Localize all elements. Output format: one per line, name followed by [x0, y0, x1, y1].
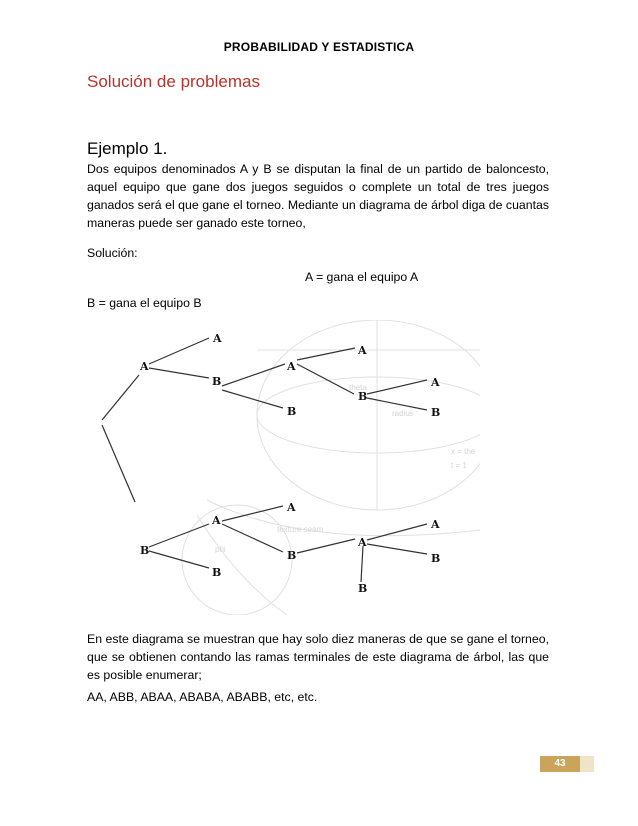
edge [367, 524, 427, 540]
tree-nodes [139, 332, 440, 595]
node-label: B [358, 390, 368, 403]
example-title: Ejemplo 1. [87, 139, 168, 158]
node-label: B [287, 549, 297, 562]
node-label: A [212, 514, 221, 527]
edge [367, 380, 427, 394]
edge [297, 364, 354, 394]
node-label: B [140, 544, 150, 557]
edge [222, 524, 283, 552]
edge [367, 544, 427, 554]
edge [361, 546, 363, 582]
conclusion-paragraph: En este diagrama se muestran que hay solo diez maneras de que se gane el torneo, que se obtienen contando las ramas terminales de este diagrama de árbol, las que es posible enumerar; [87, 632, 549, 682]
tree-edges [102, 338, 427, 582]
definition-b: B = gana el equipo B [87, 296, 202, 310]
node-label: B [431, 552, 441, 565]
problem-statement: Dos equipos denominados A y B se disputan la final de un partido de baloncesto, aquel equipo que gane dos juegos seguidos o complete un total de tres juegos ganados será el que gane el torneo. Mediante un diagrama de árbol diga de cuantas maneras puede ser ganado este torneo, [87, 162, 549, 230]
node-label: B [212, 375, 222, 388]
edge [149, 524, 209, 547]
page-header: PROBABILIDAD Y ESTADISTICA [223, 40, 415, 54]
node-label: B [212, 566, 222, 579]
edge [102, 425, 135, 502]
tree-diagram [87, 320, 480, 615]
watermark-label: x = the [451, 447, 476, 456]
node-label: B [287, 405, 297, 418]
edge [222, 364, 285, 386]
section-title: Solución de problemas [87, 72, 260, 91]
watermark-graphics [182, 320, 480, 615]
edge [149, 368, 209, 378]
watermark-label: radius [392, 409, 414, 418]
node-label: A [358, 344, 367, 357]
edge [102, 375, 139, 420]
node-label: A [431, 518, 440, 531]
edge [297, 539, 355, 553]
edge [149, 338, 209, 364]
node-label: B [358, 582, 368, 595]
watermark-label: t = 1 [451, 461, 467, 470]
outcomes-list: AA, ABB, ABAA, ABABA, ABABB, etc, etc. [87, 690, 318, 704]
edge [222, 390, 283, 408]
node-label: A [358, 536, 367, 549]
watermark-label: texture seam [277, 525, 324, 534]
edge [149, 551, 209, 568]
solution-label: Solución: [87, 246, 138, 260]
node-label: A [213, 332, 222, 345]
page-number: 43 [540, 756, 580, 772]
watermark-label: phi [215, 545, 226, 554]
node-label: A [287, 501, 296, 514]
watermark-label: theta [349, 383, 367, 392]
node-label: A [140, 360, 149, 373]
node-label: A [287, 360, 296, 373]
definition-a: A = gana el equipo A [305, 270, 419, 284]
node-label: A [431, 376, 440, 389]
node-label: B [431, 406, 441, 419]
